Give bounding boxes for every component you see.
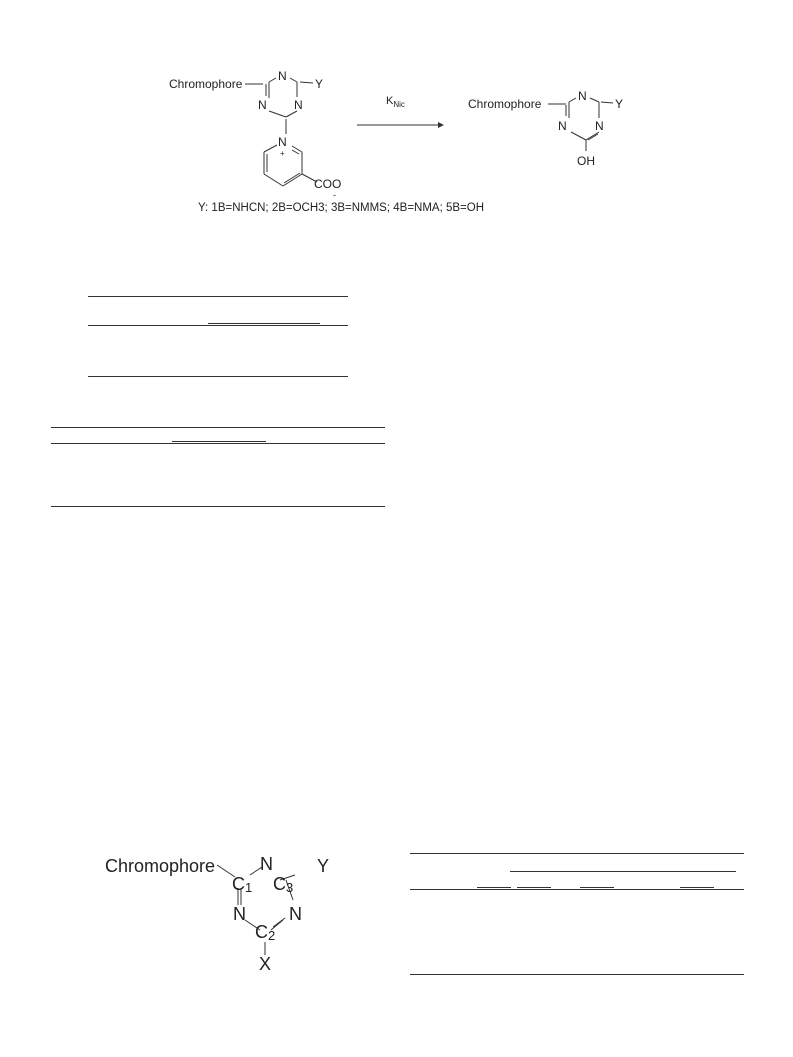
- triazine-c2-label: C2: [255, 922, 276, 943]
- table-1-subheader-rule: [208, 323, 320, 324]
- triazine-y-label: Y: [317, 856, 330, 876]
- reactant-n-top: N: [278, 69, 287, 83]
- carboxylate-label: COO: [314, 177, 342, 191]
- carboxylate-minus-sign: -: [333, 190, 336, 200]
- reactant-chromophore-label: Chromophore: [169, 77, 243, 91]
- substituents-caption: Y: 1B=NHCN; 2B=OCH3; 3B=NMMS; 4B=NMA; 5B=OH: [198, 202, 485, 214]
- product-n-right: N: [595, 119, 604, 133]
- triazine-c1-label: C1: [232, 874, 253, 895]
- triazine-c3-label: C3: [273, 874, 294, 895]
- table-3-spanner-rule: [510, 871, 736, 872]
- table-2-subheader-rule: [172, 441, 266, 442]
- pyridinium-n-label: N: [278, 135, 287, 149]
- rate-constant-label: $K_{Nic}$: [386, 95, 405, 109]
- product-n-top: N: [578, 89, 587, 103]
- table-3-sub-rule-4: [680, 887, 714, 888]
- table-3-sub-rule-3: [580, 887, 614, 888]
- product-chromophore-label: Chromophore: [468, 97, 542, 111]
- table-1-header-rule: [88, 325, 348, 326]
- table-3-bottom-rule: [410, 974, 744, 975]
- table-2-bottom-rule: [51, 506, 385, 507]
- table-2-top-rule: [51, 427, 385, 428]
- reactant-molecule: [245, 78, 317, 186]
- pyridinium-plus-sign: +: [280, 149, 285, 158]
- table-1-top-rule: [88, 296, 348, 297]
- triazine-n-right: N: [289, 904, 302, 924]
- triazine-n-top: N: [260, 854, 273, 874]
- product-n-left: N: [558, 119, 567, 133]
- reactant-n-right: N: [294, 98, 303, 112]
- triazine-chromophore-label: Chromophore: [105, 856, 216, 876]
- table-2-header-rule: [51, 443, 385, 444]
- reaction-arrow: [357, 122, 444, 128]
- table-3-top-rule: [410, 853, 744, 854]
- table-3-sub-rule-1: [477, 887, 511, 888]
- product-oh-label: OH: [577, 154, 595, 168]
- table-3-sub-rule-2: [517, 887, 551, 888]
- table-1-bottom-rule: [88, 376, 348, 377]
- triazine-n-left: N: [233, 904, 246, 924]
- table-3-header-rule: [410, 889, 744, 890]
- triazine-x-label: X: [259, 954, 272, 974]
- reactant-y-label: Y: [315, 77, 324, 91]
- triazine-numbering-figure: [95, 840, 365, 980]
- product-y-label: Y: [615, 97, 624, 111]
- reactant-n-left: N: [258, 98, 267, 112]
